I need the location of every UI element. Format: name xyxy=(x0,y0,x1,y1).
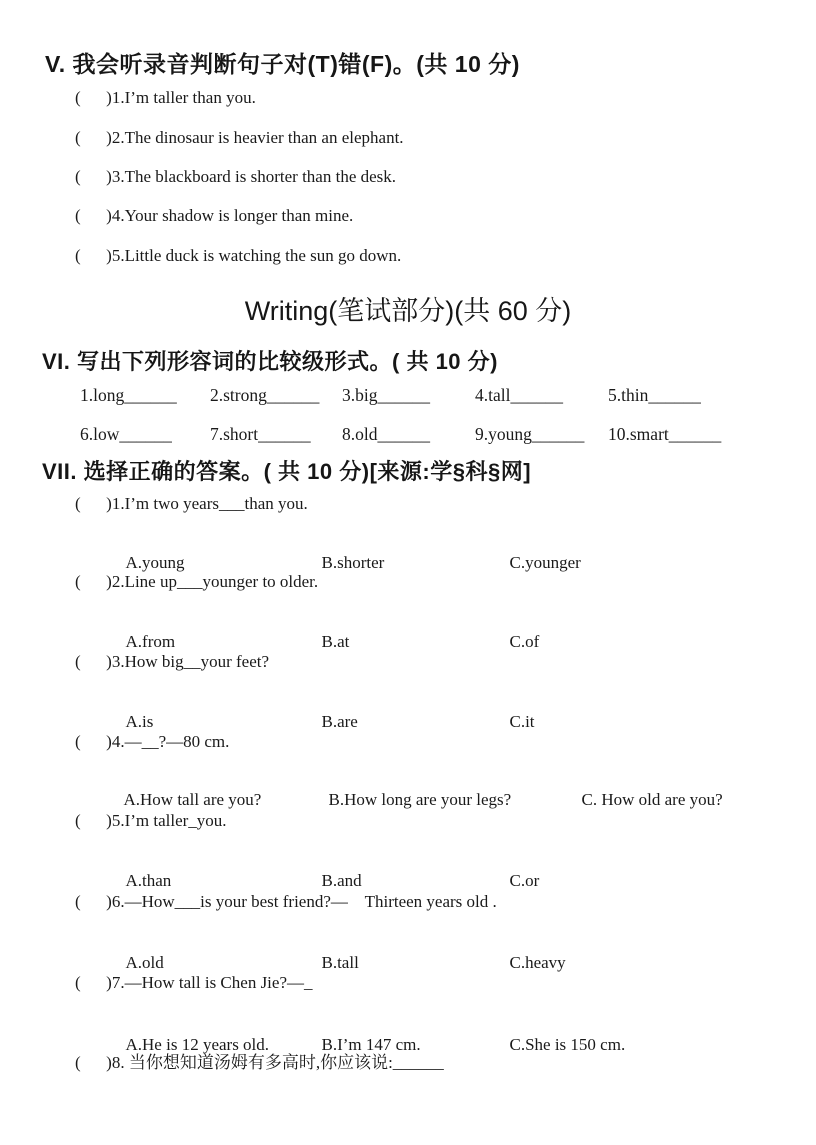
option-a: A.How tall are you? xyxy=(123,790,262,809)
tf-item-text: 5.Little duck is watching the sun go down. xyxy=(111,246,402,265)
answer-bracket: ( ) xyxy=(75,167,112,186)
answer-bracket: ( ) xyxy=(75,246,112,265)
comparative-item: 9.young______ xyxy=(475,424,585,444)
option-a: A.than xyxy=(125,871,172,890)
mc-question-text: 8. 当你想知道汤姆有多高时,你应该说:______ xyxy=(111,1053,444,1072)
mc-options-4 xyxy=(115,770,723,810)
option-a: A.from xyxy=(125,632,176,651)
answer-bracket: ( ) xyxy=(75,1053,112,1072)
option-c: C.it xyxy=(509,712,535,731)
comparative-item: 6.low______ xyxy=(80,424,172,444)
tf-item-1 xyxy=(75,88,256,108)
mc-options-2 xyxy=(117,612,539,652)
option-b: B.How long are your legs? xyxy=(328,790,512,809)
mc-options-1 xyxy=(117,533,581,573)
comparative-item: 5.thin______ xyxy=(608,385,701,405)
mc-question-5 xyxy=(75,811,227,831)
comparative-row-1 xyxy=(80,385,701,406)
mc-options-5 xyxy=(117,851,539,891)
writing-section-heading: Writing(笔试部分)(共 60 分) xyxy=(244,296,572,326)
mc-question-text: 1.I’m two years___than you. xyxy=(111,494,308,513)
option-c: C.heavy xyxy=(509,953,566,972)
option-b: B.are xyxy=(321,712,358,731)
option-a: A.He is 12 years old. xyxy=(125,1035,270,1054)
mc-question-3 xyxy=(75,652,269,672)
answer-bracket: ( ) xyxy=(75,128,112,147)
option-a: A.is xyxy=(125,712,154,731)
option-b: B.at xyxy=(321,632,350,651)
option-a: A.old xyxy=(125,953,164,972)
mc-question-text: 7.—How tall is Chen Jie?—_ xyxy=(111,973,313,992)
mc-question-1 xyxy=(75,494,308,514)
mc-question-6 xyxy=(75,892,497,912)
answer-bracket: ( ) xyxy=(75,973,112,992)
option-b: B.I’m 147 cm. xyxy=(321,1035,421,1054)
answer-bracket: ( ) xyxy=(75,494,112,513)
mc-options-6 xyxy=(117,933,566,973)
mc-question-text: 3.How big__your feet? xyxy=(111,652,270,671)
answer-bracket: ( ) xyxy=(75,652,112,671)
comparative-item: 10.smart______ xyxy=(608,424,722,444)
mc-question-text: 5.I’m taller_you. xyxy=(111,811,227,830)
comparative-item: 7.short______ xyxy=(210,424,311,444)
mc-question-7 xyxy=(75,973,313,993)
comparative-item: 4.tall______ xyxy=(475,385,563,405)
section-vi-heading: VI. 写出下列形容词的比较级形式。( 共 10 分) xyxy=(42,349,498,374)
tf-item-text: 4.Your shadow is longer than mine. xyxy=(111,206,354,225)
option-c: C.younger xyxy=(509,553,581,572)
option-a: A.young xyxy=(125,553,185,572)
option-b: B.shorter xyxy=(321,553,385,572)
tf-item-text: 2.The dinosaur is heavier than an elephant. xyxy=(111,128,404,147)
answer-bracket: ( ) xyxy=(75,572,112,591)
option-b: B.and xyxy=(321,871,362,890)
answer-bracket: ( ) xyxy=(75,88,112,107)
mc-question-text: 2.Line up___younger to older. xyxy=(111,572,319,591)
comparative-row-2 xyxy=(80,424,721,445)
option-b: B.tall xyxy=(321,953,359,972)
answer-bracket: ( ) xyxy=(75,732,112,751)
section-vii-heading: VII. 选择正确的答案。( 共 10 分)[来源:学§科§网] xyxy=(42,459,532,484)
tf-item-5 xyxy=(75,246,401,266)
tf-item-4 xyxy=(75,206,353,226)
mc-options-3 xyxy=(117,692,535,732)
mc-options-7 xyxy=(117,1015,625,1055)
section-v-heading: V. 我会听录音判断句子对(T)错(F)。(共 10 分) xyxy=(45,51,520,77)
tf-item-text: 1.I’m taller than you. xyxy=(111,88,256,107)
tf-item-3 xyxy=(75,167,396,187)
answer-bracket: ( ) xyxy=(75,892,112,911)
comparative-item: 3.big______ xyxy=(342,385,430,405)
mc-question-8 xyxy=(75,1053,444,1073)
option-c: C.of xyxy=(509,632,540,651)
mc-question-text: 6.—How___is your best friend?— Thirteen years old . xyxy=(111,892,497,911)
tf-item-text: 3.The blackboard is shorter than the desk. xyxy=(111,167,397,186)
comparative-item: 8.old______ xyxy=(342,424,430,444)
answer-bracket: ( ) xyxy=(75,206,112,225)
option-c: C. How old are you? xyxy=(581,790,723,809)
mc-question-4 xyxy=(75,732,229,752)
comparative-item: 2.strong______ xyxy=(210,385,320,405)
option-c: C.or xyxy=(509,871,540,890)
mc-question-2 xyxy=(75,572,318,592)
answer-bracket: ( ) xyxy=(75,811,112,830)
option-c: C.She is 150 cm. xyxy=(509,1035,626,1054)
mc-question-text: 4.—__?—80 cm. xyxy=(111,732,230,751)
comparative-item: 1.long______ xyxy=(80,385,177,405)
tf-item-2 xyxy=(75,128,404,148)
